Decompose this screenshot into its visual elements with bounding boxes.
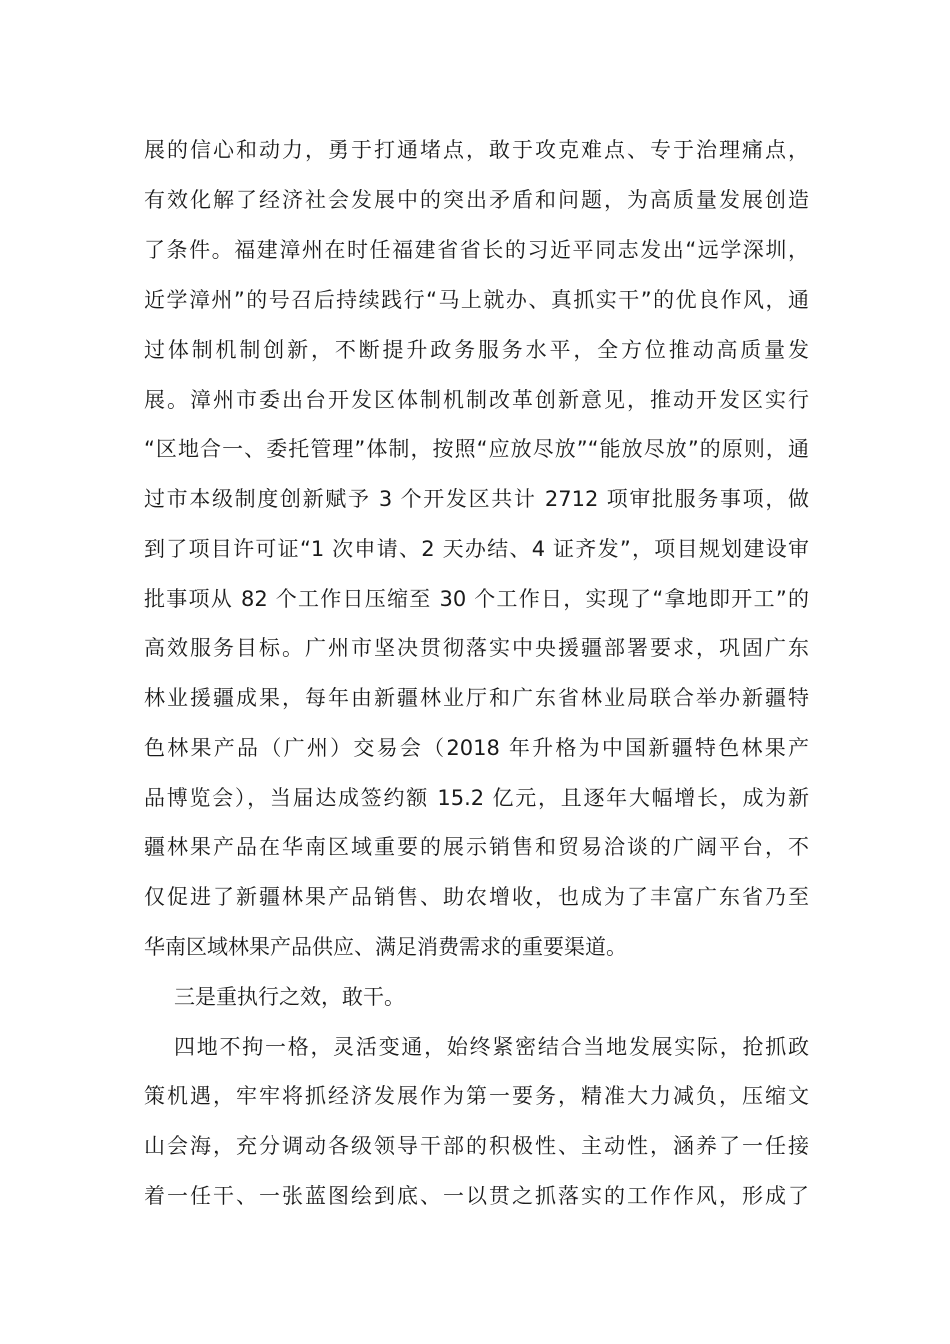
paragraph-line: 策机遇，牢牢将抓经济发展作为第一要务，精准大力减负，压缩文 xyxy=(144,1084,809,1108)
paragraph-line: 展的信心和动力，勇于打通堵点，敢于攻克难点、专于治理痛点， xyxy=(144,138,809,162)
paragraph-line: 四地不拘一格，灵活变通，始终紧密结合当地发展实际，抢抓政 xyxy=(174,1035,809,1059)
paragraph-line: 疆林果产品在华南区域重要的展示销售和贸易洽谈的广阔平台，不 xyxy=(144,835,809,859)
paragraph-line: 高效服务目标。广州市坚决贯彻落实中央援疆部署要求，巩固广东 xyxy=(144,636,809,660)
paragraph-line: 华南区域林果产品供应、满足消费需求的重要渠道。 xyxy=(144,935,627,959)
paragraph-line: 展。漳州市委出台开发区体制机制改革创新意见，推动开发区实行 xyxy=(144,388,809,412)
paragraph-line: 近学漳州”的号召后持续践行“马上就办、真抓实干”的优良作风，通 xyxy=(144,288,809,312)
section-heading: 三是重执行之效，敢干。 xyxy=(174,985,405,1009)
paragraph-line: “区地合一、委托管理”体制，按照“应放尽放”“能放尽放”的原则，通 xyxy=(144,437,809,461)
paragraph-line: 林业援疆成果，每年由新疆林业厅和广东省林业局联合举办新疆特 xyxy=(144,686,809,710)
paragraph-line: 品博览会），当届达成签约额 15.2 亿元，且逐年大幅增长，成为新 xyxy=(144,786,809,810)
paragraph-line: 色林果产品（广州）交易会（2018 年升格为中国新疆特色林果产 xyxy=(144,736,809,760)
paragraph-line: 过市本级制度创新赋予 3 个开发区共计 2712 项审批服务事项，做 xyxy=(144,487,809,511)
paragraph-line: 有效化解了经济社会发展中的突出矛盾和问题，为高质量发展创造 xyxy=(144,188,809,212)
paragraph-line: 仅促进了新疆林果产品销售、助农增收，也成为了丰富广东省乃至 xyxy=(144,885,809,909)
paragraph-line: 山会海，充分调动各级领导干部的积极性、主动性，涵养了一任接 xyxy=(144,1134,809,1158)
paragraph-line: 到了项目许可证“1 次申请、2 天办结、4 证齐发”，项目规划建设审 xyxy=(144,537,809,561)
paragraph-line: 着一任干、一张蓝图绘到底、一以贯之抓落实的工作作风，形成了 xyxy=(144,1184,809,1208)
paragraph-line: 过体制机制创新，不断提升政务服务水平，全方位推动高质量发 xyxy=(144,338,809,362)
paragraph-line: 了条件。福建漳州在时任福建省省长的习近平同志发出“远学深圳， xyxy=(144,238,809,262)
paragraph-line: 批事项从 82 个工作日压缩至 30 个工作日，实现了“拿地即开工”的 xyxy=(144,587,809,611)
